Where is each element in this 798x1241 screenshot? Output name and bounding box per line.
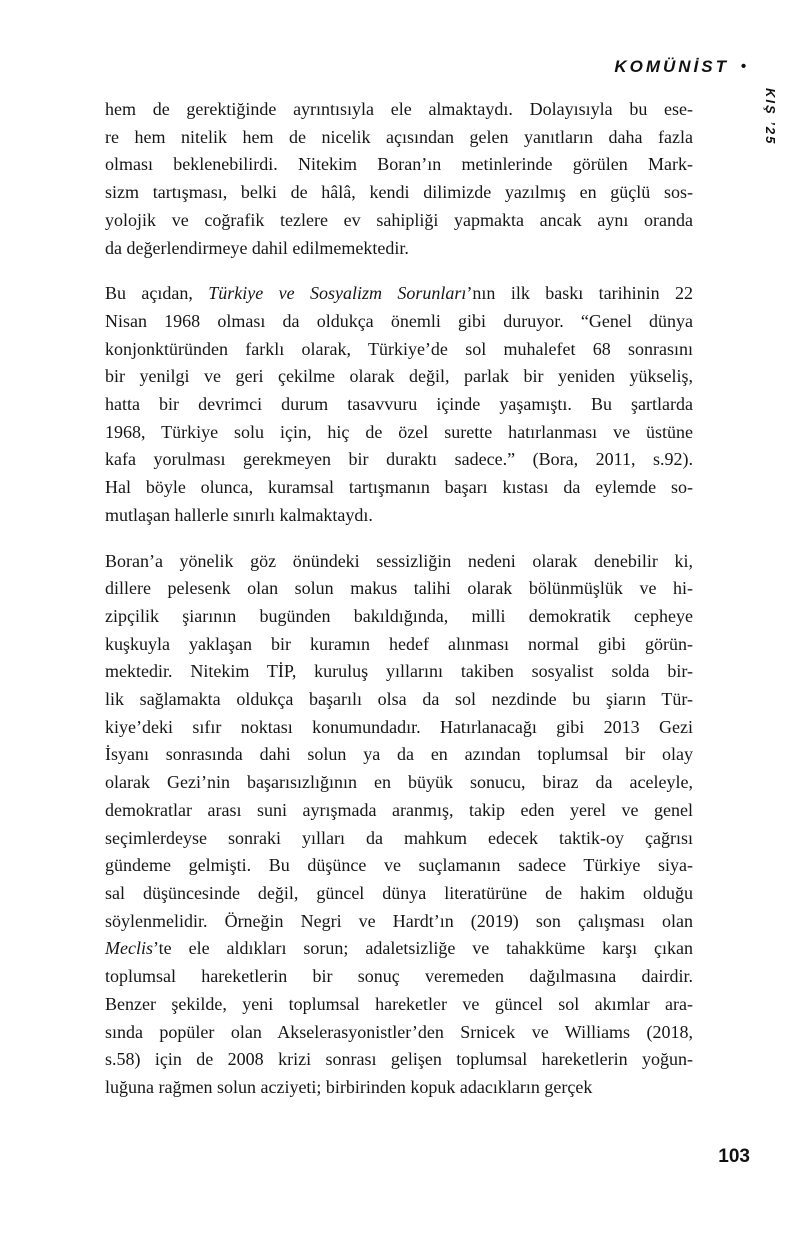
text-line: seçimlerdeyse sonraki yılları da mahkum edecek taktik-oy çağrısı: [105, 827, 693, 848]
text-line: sizm tartışması, belki de hâlâ, kendi dilimizde yazılmış en güçlü sos-: [105, 182, 693, 203]
text-line: dillere pelesenk olan solun makus talihi olarak bölünmüşlük ve hi-: [105, 578, 693, 599]
issue-label: KIŞ ’25: [763, 88, 778, 146]
text-line: 1968, Türkiye solu için, hiç de özel surette hatırlanması ve üstüne: [105, 421, 693, 442]
text-line: mutlaşan hallerle sınırlı kalmaktaydı.: [105, 504, 373, 525]
text-line: kiye’deki sıfır noktası konumundadır. Hatırlanacağı gibi 2013 Gezi: [105, 716, 693, 737]
text-line: Meclis’te ele aldıkları sorun; adaletsizliğe ve tahakküme karşı çıkan: [105, 938, 693, 959]
text-line: bir yenilgi ve geri çekilme olarak değil, parlak bir yeniden yükseliş,: [105, 366, 693, 387]
text-line: mektedir. Nitekim TİP, kuruluş yıllarını takiben sosyalist solda bir-: [105, 661, 693, 682]
header-bullet: •: [740, 58, 746, 75]
text-line: Nisan 1968 olması da oldukça önemli gibi duruyor. “Genel dünya: [105, 310, 693, 331]
text-line: Hal böyle olunca, kuramsal tartışmanın başarı kıstası da eylemde so-: [105, 477, 693, 498]
text-line: söylenmelidir. Örneğin Negri ve Hardt’ın (2019) son çalışması olan: [105, 910, 693, 931]
text-line: kuşkuyla yaklaşan bir kuramın hedef alınması normal gibi görün-: [105, 633, 693, 654]
text-line: hatta bir devrimci durum tasavvuru içinde yaşamıştı. Bu şartlarda: [105, 394, 693, 415]
text-line: toplumsal hareketlerin bir sonuç veremeden dağılmasına dairdir.: [105, 966, 693, 987]
text-line: s.58) için de 2008 krizi sonrası gelişen toplumsal hareketlerin yoğun-: [105, 1049, 693, 1070]
paragraph: [105, 96, 693, 262]
journal-title: KOMÜNİST: [614, 57, 729, 76]
text-line: demokratlar arası suni ayrışmada aranmış, takip eden yerel ve genel: [105, 799, 693, 820]
text-line: Bu açıdan, Türkiye ve Sosyalizm Sorunları’nın ilk baskı tarihinin 22: [105, 283, 693, 304]
text-line: Boran’a yönelik göz önündeki sessizliğin nedeni olarak denebilir ki,: [105, 550, 693, 571]
text-line: da değerlendirmeye dahil edilmemektedir.: [105, 237, 409, 258]
text-line: Benzer şekilde, yeni toplumsal hareketler ve güncel sol akımlar ara-: [105, 993, 693, 1014]
text-line: hem de gerektiğinde ayrıntısıyla ele almaktaydı. Dolayısıyla bu ese-: [105, 99, 693, 119]
text-line: sında popüler olan Akselerasyonistler’den Srnicek ve Williams (2018,: [105, 1021, 693, 1042]
body-text: [105, 96, 693, 1120]
text-line: konjonktüründen farklı olarak, Türkiye’de sol muhalefet 68 sonrasını: [105, 338, 693, 359]
text-line: olarak Gezi’nin başarısızlığının en büyük sonucu, biraz da aceleyle,: [105, 772, 693, 793]
paragraph: [105, 548, 693, 1102]
page-number: 103: [718, 1146, 750, 1167]
text-line: yolojik ve coğrafik tezlere ev sahipliği yapmakta ancak aynı oranda: [105, 209, 693, 230]
text-line: re hem nitelik hem de nicelik açısından gelen yanıtların daha fazla: [105, 126, 693, 147]
text-line: zipçilik şiarının bugünden bakıldığında, milli demokratik cepheye: [105, 605, 693, 626]
text-line: olması beklenebilirdi. Nitekim Boran’ın metinlerinde görülen Mark-: [105, 154, 693, 175]
paragraph: [105, 280, 693, 529]
text-line: lik sağlamakta oldukça başarılı olsa da sol nezdinde bu şiarın Tür-: [105, 689, 693, 710]
text-line: sal düşüncesinde değil, güncel dünya literatürüne de hakim olduğu: [105, 882, 693, 903]
journal-header: [614, 57, 746, 77]
text-line: gündeme gelmişti. Bu düşünce ve suçlamanın sadece Türkiye siya-: [105, 855, 693, 876]
text-line: İsyanı sonrasında dahi solun ya da en azından toplumsal bir olay: [105, 744, 693, 765]
text-line: luğuna rağmen solun acziyeti; birbirinden kopuk adacıkların gerçek: [105, 1076, 593, 1097]
text-line: kafa yorulması gerekmeyen bir duraktı sadece.” (Bora, 2011, s.92).: [105, 449, 693, 470]
